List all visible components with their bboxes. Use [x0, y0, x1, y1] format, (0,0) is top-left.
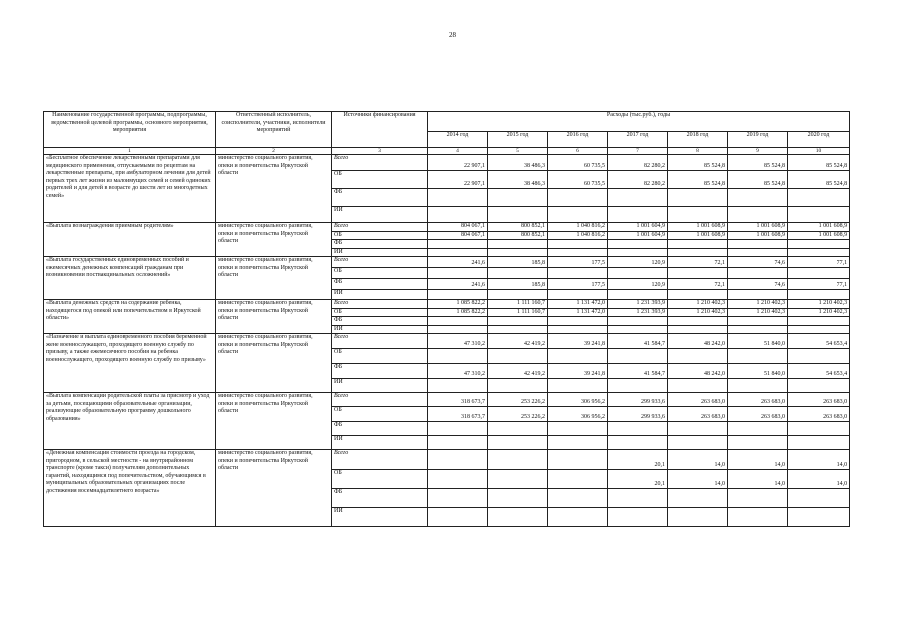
amount-cell: 1 210 402,3: [728, 300, 788, 309]
funding-source: ИИ: [332, 436, 428, 450]
amount-cell: [608, 422, 668, 436]
amount-cell: 42 419,2: [488, 364, 548, 379]
amount-cell: 241,6: [428, 257, 488, 268]
amount-cell: [428, 290, 488, 300]
amount-cell: 39 241,8: [548, 364, 608, 379]
amount-cell: [428, 470, 488, 489]
budget-table: [43, 111, 850, 527]
amount-cell: 299 933,6: [608, 407, 668, 422]
amount-cell: [788, 489, 850, 508]
amount-cell: [548, 349, 608, 364]
amount-cell: [488, 436, 548, 450]
amount-cell: 82 280,2: [608, 155, 668, 171]
amount-cell: [548, 422, 608, 436]
amount-cell: [488, 189, 548, 207]
executor: министерство социального развития, опеки и попечительства Иркутской области: [216, 257, 332, 300]
amount-cell: 85 524,8: [668, 155, 728, 171]
amount-cell: 1 210 402,3: [728, 308, 788, 317]
funding-source: Всего: [332, 223, 428, 232]
amount-cell: [548, 207, 608, 223]
amount-cell: 14,0: [668, 470, 728, 489]
amount-cell: [788, 290, 850, 300]
amount-cell: 804 067,1: [428, 231, 488, 240]
amount-cell: [788, 248, 850, 257]
amount-cell: [548, 189, 608, 207]
amount-cell: [548, 240, 608, 249]
amount-cell: 177,5: [548, 279, 608, 290]
executor: министерство социального развития, опеки и попечительства Иркутской области: [216, 300, 332, 334]
amount-cell: 1 001 608,9: [788, 223, 850, 232]
amount-cell: [728, 189, 788, 207]
amount-cell: 82 280,2: [608, 171, 668, 189]
table-row: [44, 300, 850, 309]
amount-cell: [608, 489, 668, 508]
amount-cell: 1 210 402,3: [788, 300, 850, 309]
amount-cell: [548, 450, 608, 470]
amount-cell: 299 933,6: [608, 393, 668, 407]
amount-cell: [488, 248, 548, 257]
funding-source: Всего: [332, 155, 428, 171]
amount-cell: 74,6: [728, 279, 788, 290]
amount-cell: [548, 290, 608, 300]
amount-cell: [608, 268, 668, 279]
amount-cell: 85 524,8: [668, 171, 728, 189]
amount-cell: 1 131 472,0: [548, 308, 608, 317]
header-executor: Ответственный исполнитель, соисполнители, участники, исполнители мероприятий: [216, 112, 332, 148]
table-row: [44, 393, 850, 407]
amount-cell: 42 419,2: [488, 334, 548, 349]
amount-cell: 22 907,1: [428, 155, 488, 171]
amount-cell: [428, 268, 488, 279]
amount-cell: 263 683,0: [788, 407, 850, 422]
amount-cell: 72,1: [668, 257, 728, 268]
amount-cell: 185,8: [488, 257, 548, 268]
amount-cell: [668, 379, 728, 393]
measure-name: «Выплата компенсации родительской платы за присмотр и уход за детьми, посещающими образовательные организации, реализующие образовательную программу дошкольного образования»: [44, 393, 216, 450]
amount-cell: 1 231 393,9: [608, 308, 668, 317]
executor: министерство социального развития, опеки и попечительства Иркутской области: [216, 155, 332, 223]
funding-source: ФБ: [332, 240, 428, 249]
funding-source: ОБ: [332, 171, 428, 189]
funding-source: ИИ: [332, 325, 428, 334]
amount-cell: [668, 240, 728, 249]
amount-cell: 253 226,2: [488, 393, 548, 407]
amount-cell: [728, 207, 788, 223]
amount-cell: [488, 207, 548, 223]
amount-cell: [668, 189, 728, 207]
amount-cell: [728, 248, 788, 257]
amount-cell: [668, 290, 728, 300]
amount-cell: 47 310,2: [428, 364, 488, 379]
amount-cell: 54 653,4: [788, 364, 850, 379]
amount-cell: [728, 508, 788, 527]
amount-cell: 77,1: [788, 279, 850, 290]
funding-source: ОБ: [332, 231, 428, 240]
amount-cell: [728, 422, 788, 436]
amount-cell: [548, 508, 608, 527]
funding-source: ОБ: [332, 470, 428, 489]
amount-cell: [608, 189, 668, 207]
table-row: [44, 257, 850, 268]
executor: министерство социального развития, опеки и попечительства Иркутской области: [216, 223, 332, 257]
amount-cell: 1 131 472,0: [548, 300, 608, 309]
funding-source: ИИ: [332, 207, 428, 223]
header-sources: Источники финансирования: [332, 112, 428, 148]
amount-cell: 38 486,3: [488, 155, 548, 171]
amount-cell: 800 852,1: [488, 223, 548, 232]
amount-cell: 54 653,4: [788, 334, 850, 349]
amount-cell: [788, 240, 850, 249]
amount-cell: 1 111 160,7: [488, 300, 548, 309]
amount-cell: [428, 325, 488, 334]
amount-cell: [668, 248, 728, 257]
amount-cell: [488, 317, 548, 326]
amount-cell: [488, 379, 548, 393]
amount-cell: [548, 317, 608, 326]
funding-source: ФБ: [332, 364, 428, 379]
amount-cell: [548, 248, 608, 257]
amount-cell: [548, 436, 608, 450]
amount-cell: 1 001 604,9: [608, 231, 668, 240]
amount-cell: [608, 317, 668, 326]
amount-cell: 1 085 822,2: [428, 308, 488, 317]
amount-cell: 20,1: [608, 450, 668, 470]
amount-cell: [788, 508, 850, 527]
amount-cell: [788, 422, 850, 436]
amount-cell: [488, 268, 548, 279]
measure-name: «Денежная компенсация стоимости проезда на городском, пригородном, в сельской местности - на внутрирайонном транспорте (кроме такси) получателям дополнительных гарантий, находящимся под попечительством, обучающимся в муниципальных образовательных организациях после достижения восемнадцатилетнего возраста»: [44, 450, 216, 527]
header-year: 2020 год: [788, 132, 850, 148]
column-index: 4: [428, 148, 488, 155]
amount-cell: [428, 207, 488, 223]
column-index: 6: [548, 148, 608, 155]
amount-cell: 14,0: [728, 450, 788, 470]
amount-cell: [608, 248, 668, 257]
amount-cell: 1 111 160,7: [488, 308, 548, 317]
funding-source: Всего: [332, 257, 428, 268]
amount-cell: [788, 379, 850, 393]
amount-cell: [728, 240, 788, 249]
amount-cell: 47 310,2: [428, 334, 488, 349]
amount-cell: [428, 349, 488, 364]
amount-cell: 41 584,7: [608, 364, 668, 379]
executor: министерство социального развития, опеки и попечительства Иркутской области: [216, 393, 332, 450]
column-index: 9: [728, 148, 788, 155]
column-index: 2: [216, 148, 332, 155]
amount-cell: 39 241,8: [548, 334, 608, 349]
amount-cell: [428, 248, 488, 257]
amount-cell: [428, 450, 488, 470]
column-index: 1: [44, 148, 216, 155]
amount-cell: [668, 489, 728, 508]
header-year: 2015 год: [488, 132, 548, 148]
amount-cell: 1 085 822,2: [428, 300, 488, 309]
amount-cell: 263 683,0: [728, 393, 788, 407]
amount-cell: [788, 189, 850, 207]
amount-cell: 38 486,3: [488, 171, 548, 189]
amount-cell: 48 242,0: [668, 364, 728, 379]
header-year: 2018 год: [668, 132, 728, 148]
amount-cell: 263 683,0: [788, 393, 850, 407]
amount-cell: 318 673,7: [428, 393, 488, 407]
amount-cell: [728, 317, 788, 326]
amount-cell: 263 683,0: [728, 407, 788, 422]
amount-cell: 14,0: [668, 450, 728, 470]
amount-cell: 77,1: [788, 257, 850, 268]
amount-cell: [548, 489, 608, 508]
funding-source: ФБ: [332, 422, 428, 436]
executor: министерство социального развития, опеки и попечительства Иркутской области: [216, 334, 332, 393]
funding-source: ОБ: [332, 349, 428, 364]
amount-cell: [548, 470, 608, 489]
page-number: 28: [449, 31, 456, 39]
table-row: [44, 334, 850, 349]
amount-cell: [548, 325, 608, 334]
amount-cell: [488, 349, 548, 364]
amount-cell: [788, 325, 850, 334]
amount-cell: [728, 290, 788, 300]
amount-cell: [608, 240, 668, 249]
table-row: [44, 223, 850, 232]
amount-cell: 60 735,5: [548, 171, 608, 189]
amount-cell: 85 524,8: [728, 155, 788, 171]
amount-cell: [728, 379, 788, 393]
amount-cell: 185,8: [488, 279, 548, 290]
funding-source: ОБ: [332, 268, 428, 279]
amount-cell: 804 067,1: [428, 223, 488, 232]
funding-source: ИИ: [332, 508, 428, 527]
amount-cell: [488, 240, 548, 249]
amount-cell: 1 001 608,9: [788, 231, 850, 240]
amount-cell: 306 956,2: [548, 393, 608, 407]
measure-name: «Выплата денежных средств на содержание ребенка, находящегося под опекой или попечительством в Иркутской области»: [44, 300, 216, 334]
amount-cell: 1 001 604,9: [608, 223, 668, 232]
funding-source: ИИ: [332, 379, 428, 393]
amount-cell: [608, 379, 668, 393]
amount-cell: 48 242,0: [668, 334, 728, 349]
funding-source: ИИ: [332, 290, 428, 300]
amount-cell: [728, 349, 788, 364]
amount-cell: 241,6: [428, 279, 488, 290]
funding-source: Всего: [332, 450, 428, 470]
column-index: 5: [488, 148, 548, 155]
amount-cell: 14,0: [788, 470, 850, 489]
amount-cell: [428, 422, 488, 436]
amount-cell: 1 210 402,3: [668, 300, 728, 309]
amount-cell: 85 524,8: [788, 171, 850, 189]
amount-cell: [548, 379, 608, 393]
amount-cell: [668, 317, 728, 326]
amount-cell: 253 226,2: [488, 407, 548, 422]
amount-cell: [488, 489, 548, 508]
amount-cell: [488, 290, 548, 300]
amount-cell: [608, 508, 668, 527]
amount-cell: [668, 325, 728, 334]
amount-cell: [668, 268, 728, 279]
amount-cell: [608, 349, 668, 364]
amount-cell: 263 683,0: [668, 407, 728, 422]
executor: министерство социального развития, опеки и попечительства Иркутской области: [216, 450, 332, 527]
amount-cell: [788, 207, 850, 223]
amount-cell: 22 907,1: [428, 171, 488, 189]
amount-cell: [788, 268, 850, 279]
table-row: [44, 450, 850, 470]
funding-source: ФБ: [332, 317, 428, 326]
amount-cell: 1 231 393,9: [608, 300, 668, 309]
amount-cell: 51 840,0: [728, 364, 788, 379]
amount-cell: 85 524,8: [728, 171, 788, 189]
funding-source: ФБ: [332, 489, 428, 508]
funding-source: ОБ: [332, 308, 428, 317]
amount-cell: [728, 489, 788, 508]
amount-cell: [428, 489, 488, 508]
amount-cell: [728, 436, 788, 450]
amount-cell: [608, 436, 668, 450]
amount-cell: [788, 436, 850, 450]
amount-cell: [788, 317, 850, 326]
amount-cell: 1 001 608,9: [668, 231, 728, 240]
measure-name: «Назначение и выплата единовременного пособия беременной жене военнослужащего, проходящего военную службу по призыву, а также ежемесячного пособия на ребенка военнослужащего, проходящего военную службу по призыву»: [44, 334, 216, 393]
header-year: 2017 год: [608, 132, 668, 148]
amount-cell: 120,9: [608, 279, 668, 290]
funding-source: Всего: [332, 300, 428, 309]
amount-cell: 14,0: [788, 450, 850, 470]
amount-cell: 41 584,7: [608, 334, 668, 349]
amount-cell: 72,1: [668, 279, 728, 290]
column-index: 10: [788, 148, 850, 155]
amount-cell: [608, 207, 668, 223]
funding-source: ФБ: [332, 189, 428, 207]
amount-cell: 306 956,2: [548, 407, 608, 422]
amount-cell: [728, 268, 788, 279]
funding-source: ФБ: [332, 279, 428, 290]
measure-name: «Бесплатное обеспечение лекарственными препаратами для медицинского применения, отпускаемыми по рецептам на лекарственные препараты, при амбулаторном лечении для детей первых трех лет жизни из малоимущих семей и семей одиноких родителей и для детей в возрасте до шести лет из многодетных семей»: [44, 155, 216, 223]
amount-cell: [488, 422, 548, 436]
amount-cell: 318 673,7: [428, 407, 488, 422]
amount-cell: 1 040 816,2: [548, 223, 608, 232]
amount-cell: 177,5: [548, 257, 608, 268]
amount-cell: 20,1: [608, 470, 668, 489]
funding-source: ИИ: [332, 248, 428, 257]
amount-cell: 85 524,8: [788, 155, 850, 171]
amount-cell: 51 840,0: [728, 334, 788, 349]
header-year: 2019 год: [728, 132, 788, 148]
measure-name: «Выплата вознаграждения приемным родителям»: [44, 223, 216, 257]
amount-cell: [428, 379, 488, 393]
amount-cell: 14,0: [728, 470, 788, 489]
amount-cell: 1 001 608,9: [728, 231, 788, 240]
header-year: 2014 год: [428, 132, 488, 148]
amount-cell: [548, 268, 608, 279]
amount-cell: 1 210 402,3: [788, 308, 850, 317]
amount-cell: 1 001 608,9: [668, 223, 728, 232]
table-row: [44, 155, 850, 171]
amount-cell: [788, 349, 850, 364]
amount-cell: [668, 349, 728, 364]
amount-cell: [668, 508, 728, 527]
amount-cell: 120,9: [608, 257, 668, 268]
amount-cell: 1 001 608,9: [728, 223, 788, 232]
amount-cell: [608, 325, 668, 334]
amount-cell: [488, 325, 548, 334]
funding-source: Всего: [332, 393, 428, 407]
header-year: 2016 год: [548, 132, 608, 148]
amount-cell: [488, 470, 548, 489]
amount-cell: [488, 450, 548, 470]
amount-cell: 1 210 402,3: [668, 308, 728, 317]
amount-cell: [428, 240, 488, 249]
amount-cell: [428, 189, 488, 207]
measure-name: «Выплата государственных единовременных пособий и ежемесячных денежных компенсаций гражданам при возникновении поствакцинальных осложнений»: [44, 257, 216, 300]
funding-source: Всего: [332, 334, 428, 349]
amount-cell: [488, 508, 548, 527]
amount-cell: 263 683,0: [668, 393, 728, 407]
amount-cell: 60 735,5: [548, 155, 608, 171]
funding-source: ОБ: [332, 407, 428, 422]
amount-cell: [668, 207, 728, 223]
column-index: 8: [668, 148, 728, 155]
amount-cell: [668, 436, 728, 450]
header-name: Наименование государственной программы, подпрограммы, ведомственной целевой программы, основного мероприятия, мероприятия: [44, 112, 216, 148]
amount-cell: [668, 422, 728, 436]
amount-cell: 1 040 816,2: [548, 231, 608, 240]
amount-cell: 800 852,1: [488, 231, 548, 240]
column-index: 3: [332, 148, 428, 155]
header-expenses: Расходы (тыс.руб.), годы: [428, 112, 850, 132]
amount-cell: [608, 290, 668, 300]
amount-cell: [428, 508, 488, 527]
column-index: 7: [608, 148, 668, 155]
amount-cell: 74,6: [728, 257, 788, 268]
amount-cell: [428, 436, 488, 450]
amount-cell: [428, 317, 488, 326]
amount-cell: [728, 325, 788, 334]
